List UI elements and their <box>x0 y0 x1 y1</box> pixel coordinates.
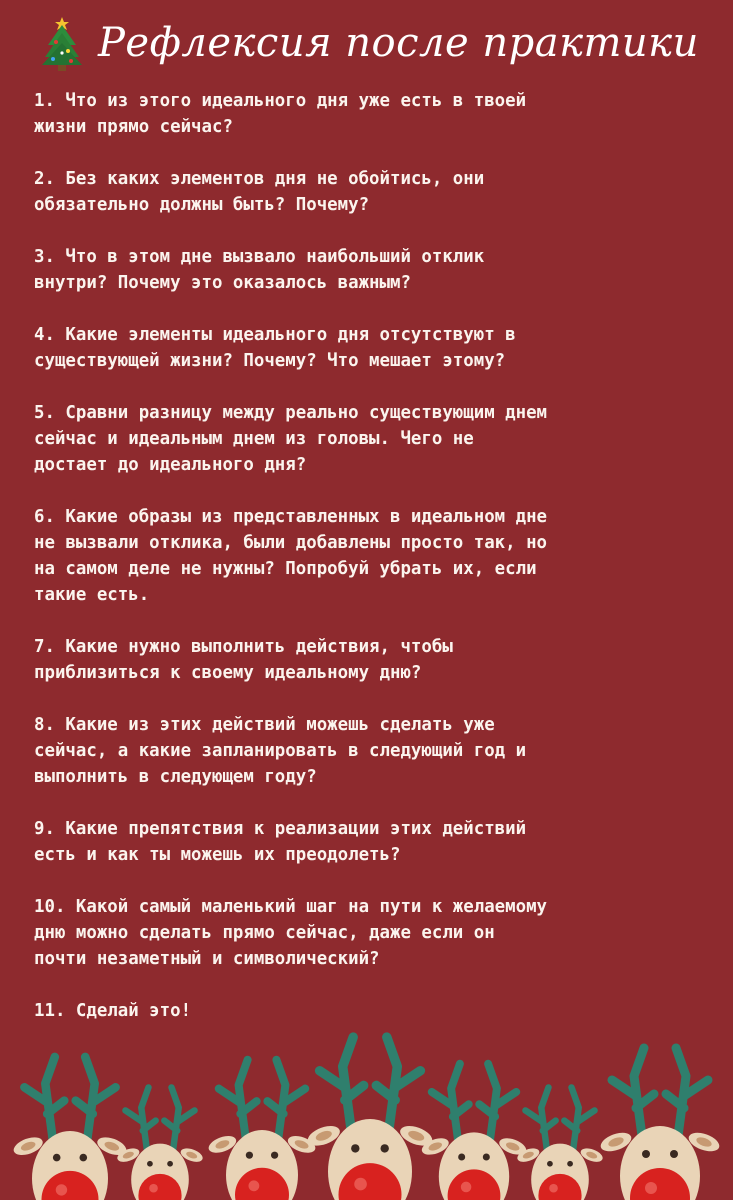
reindeer <box>305 1037 435 1200</box>
questions-list <box>34 88 714 1050</box>
question-item: 8. Какие из этих действий можешь сделать уже сейчас, а какие запланировать в следующий год и выполнить в следующем году? <box>34 715 527 787</box>
reindeer <box>206 1060 317 1200</box>
reindeer <box>116 1087 205 1200</box>
question-item: 2. Без каких элементов дня не обойтись, они обязательно должны быть? Почему? <box>34 169 485 215</box>
question-item: 6. Какие образы из представленных в идеальном дне не вызвали отклика, были добавлены просто так, но на самом деле не нужны? Попробуй убрать их, если такие есть. <box>34 507 548 605</box>
question-item: 10. Какой самый маленький шаг на пути к желаемому дню можно сделать прямо сейчас, даже если он почти незаметный и символический? <box>34 897 548 969</box>
page-title: Рефлексия после практики <box>98 20 699 66</box>
question-item: 4. Какие элементы идеального дня отсутствуют в существующей жизни? Почему? Что мешает этому? <box>34 325 516 371</box>
question-item: 5. Сравни разницу между реально существующим днем сейчас и идеальным днем из головы. Чего не достает до идеального дня? <box>34 403 548 475</box>
title-row <box>40 12 700 74</box>
reindeer <box>11 1057 128 1200</box>
question-item: 7. Какие нужно выполнить действия, чтобы приблизиться к своему идеальному дню? <box>34 637 453 683</box>
question-item: 3. Что в этом дне вызвало наибольший отклик внутри? Почему это оказалось важным? <box>34 247 485 293</box>
question-item: 1. Что из этого идеального дня уже есть в твоей жизни прямо сейчас? <box>34 91 527 137</box>
reindeer <box>420 1064 529 1200</box>
reindeer-illustration <box>0 1020 733 1200</box>
question-item: 9. Какие препятствия к реализации этих действий есть и как ты можешь их преодолеть? <box>34 819 527 865</box>
christmas-tree-icon <box>40 15 84 71</box>
reindeer <box>516 1087 605 1200</box>
reindeer <box>598 1048 722 1200</box>
question-item: 11. Сделай это! <box>34 1001 192 1021</box>
